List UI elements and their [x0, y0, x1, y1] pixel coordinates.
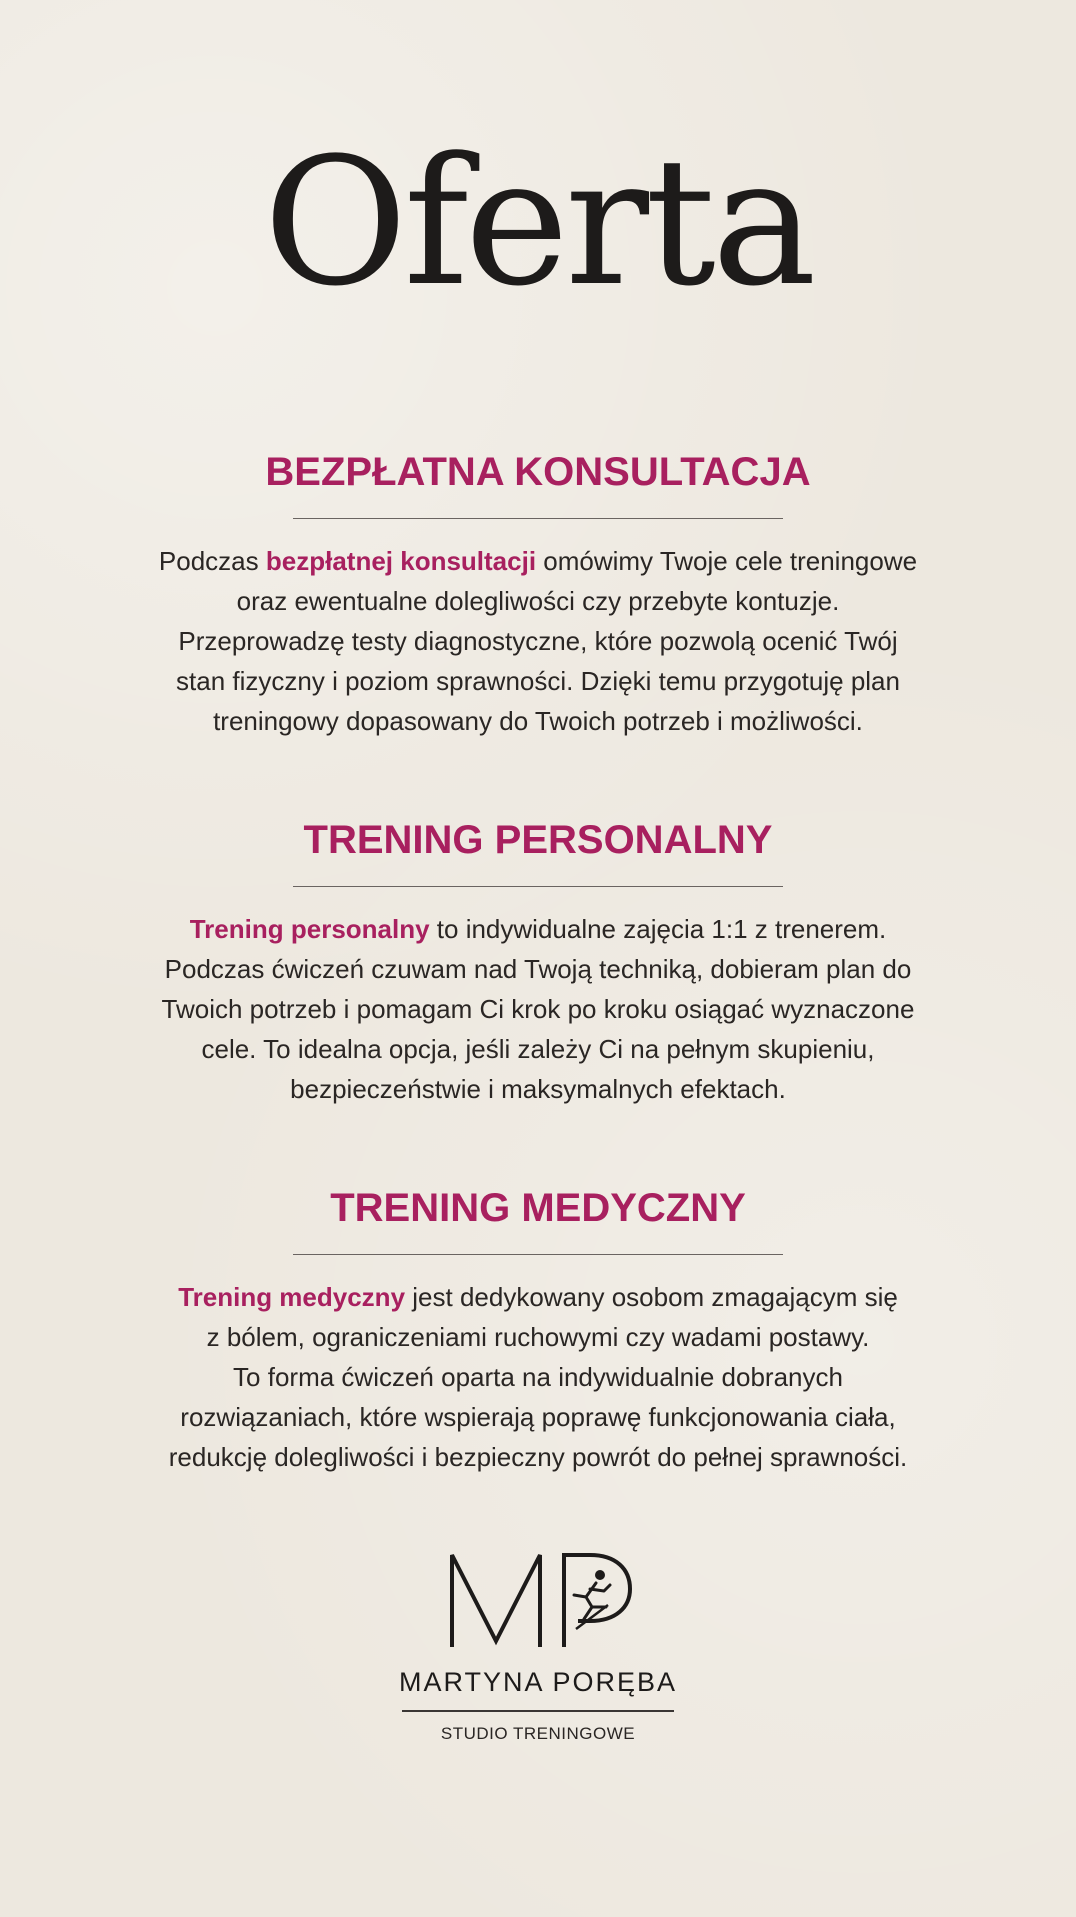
brand-subtitle: STUDIO TRENINGOWE	[440, 1723, 636, 1743]
body-line: To forma ćwiczeń oparta na indywidualnie dobranych	[233, 1362, 843, 1392]
brand-divider	[402, 1710, 674, 1712]
section-divider	[293, 886, 783, 887]
section-personal-training	[0, 820, 1076, 1109]
page-title: Oferta	[263, 120, 813, 325]
body-line: redukcję dolegliwości i bezpieczny powrót do pełnej sprawności.	[168, 1442, 908, 1472]
section-divider	[293, 518, 783, 519]
body-text: omówimy Twoje cele treningowe	[536, 546, 918, 576]
section-heading: TRENING MEDYCZNY	[330, 1186, 746, 1230]
body-line: cele. To idealna opcja, jeśli zależy Ci na pełnym skupieniu,	[201, 1034, 875, 1064]
body-line	[0, 909, 1076, 949]
section-heading: TRENING PERSONALNY	[303, 818, 773, 862]
body-line: z bólem, ograniczeniami ruchowymi czy wadami postawy.	[206, 1322, 870, 1352]
section-heading: BEZPŁATNA KONSULTACJA	[265, 450, 811, 494]
brand-logo	[0, 1545, 1076, 1744]
section-free-consultation	[0, 452, 1076, 741]
body-line	[0, 541, 1076, 581]
section-medical-training	[0, 1188, 1076, 1477]
body-line: rozwiązaniach, które wspierają poprawę funkcjonowania ciała,	[180, 1402, 896, 1432]
body-line	[0, 1277, 1076, 1317]
body-text: jest dedykowany osobom zmagającym się	[405, 1282, 898, 1312]
body-line: oraz ewentualne dolegliwości czy przebyte kontuzje.	[236, 586, 840, 616]
section-body	[0, 541, 1076, 741]
body-text: to indywidualne zajęcia 1:1 z trenerem.	[429, 914, 887, 944]
section-body	[0, 1277, 1076, 1477]
body-line: bezpieczeństwie i maksymalnych efektach.	[290, 1074, 786, 1104]
body-line: Podczas ćwiczeń czuwam nad Twoją techniką, dobieram plan do	[164, 954, 912, 984]
mp-monogram-icon	[438, 1545, 638, 1655]
section-body	[0, 909, 1076, 1109]
body-highlight: bezpłatnej konsultacji	[265, 546, 537, 576]
body-highlight: Trening personalny	[189, 914, 430, 944]
body-line: Twoich potrzeb i pomagam Ci krok po kroku osiągać wyznaczone	[161, 994, 915, 1024]
brand-name: MARTYNA PORĘBA	[398, 1667, 678, 1697]
body-line: treningowy dopasowany do Twoich potrzeb i możliwości.	[213, 706, 863, 736]
body-highlight: Trening medyczny	[178, 1282, 406, 1312]
body-text: Podczas	[158, 546, 266, 576]
section-divider	[293, 1254, 783, 1255]
body-line: stan fizyczny i poziom sprawności. Dzięki temu przygotuję plan	[176, 666, 900, 696]
body-line: Przeprowadzę testy diagnostyczne, które pozwolą ocenić Twój	[178, 626, 898, 656]
